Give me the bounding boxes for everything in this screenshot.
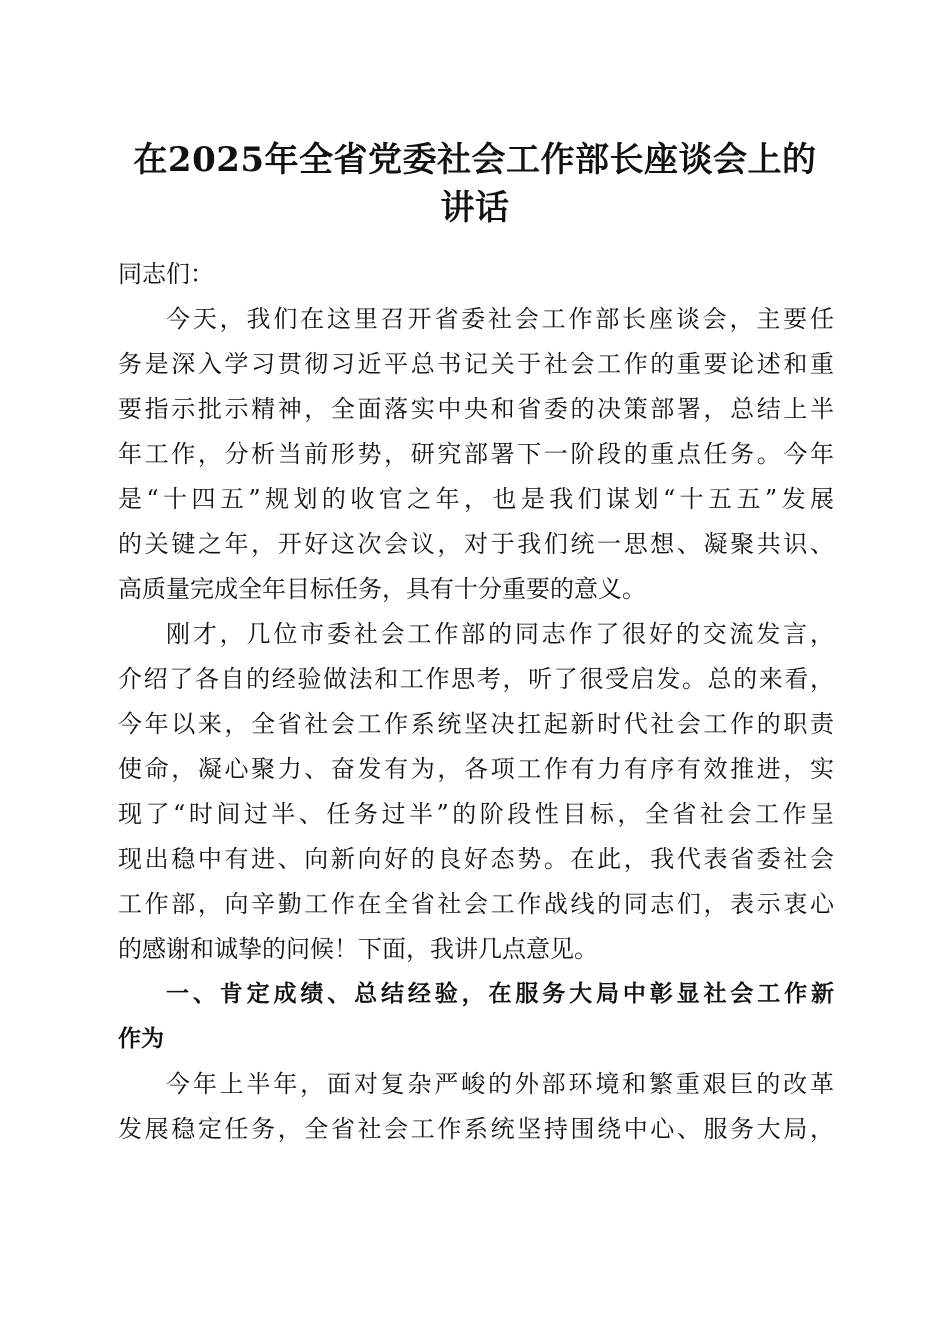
paragraph-2-line-8: 的感谢和诚挚的问候！下面，我讲几点意见。: [118, 935, 598, 963]
paragraph-2-line-7: 工作部，向辛勤工作在全省社会工作战线的同志们，表示衷心: [118, 890, 834, 918]
section-heading-1-line-2: 作为: [118, 1026, 164, 1052]
paragraph-2-line-4: 使命，凝心聚力、奋发有为，各项工作有力有序有效推进，实: [118, 755, 834, 783]
paragraph-1-line-7: 高质量完成全年目标任务，具有十分重要的意义。: [118, 575, 646, 603]
paragraph-1-line-2: 务是深入学习贯彻习近平总书记关于社会工作的重要论述和重: [118, 350, 834, 378]
salutation: 同志们：: [118, 260, 214, 288]
paragraph-2-line-6: 现出稳中有进、向新向好的良好态势。在此，我代表省委社会: [118, 845, 834, 873]
paragraph-1-line-5: 是“十四五”规划的收官之年，也是我们谋划“十五五”发展: [118, 485, 834, 513]
title-line-1: 在2025年全省党委社会工作部长座谈会上的: [133, 140, 817, 180]
paragraph-1-line-3: 要指示批示精神，全面落实中央和省委的决策部署，总结上半: [118, 395, 834, 423]
document-title: [100, 136, 850, 232]
paragraph-1-line-4: 年工作，分析当前形势，研究部署下一阶段的重点任务。今年: [118, 440, 834, 468]
section-heading-1-line-1: 一、肯定成绩、总结经验，在服务大局中彰显社会工作新: [166, 981, 834, 1007]
paragraph-2-line-3: 今年以来，全省社会工作系统坚决扛起新时代社会工作的职责: [118, 710, 834, 738]
paragraph-2-line-1: 刚才，几位市委社会工作部的同志作了很好的交流发言，: [166, 620, 834, 648]
paragraph-2-line-5: 现了“时间过半、任务过半”的阶段性目标，全省社会工作呈: [118, 800, 834, 828]
document-body: [118, 252, 834, 1152]
paragraph-1-line-6: 的关键之年，开好这次会议，对于我们统一思想、凝聚共识、: [118, 530, 834, 558]
paragraph-3-line-2: 发展稳定任务，全省社会工作系统坚持围绕中心、服务大局，: [118, 1115, 834, 1143]
paragraph-3-line-1: 今年上半年，面对复杂严峻的外部环境和繁重艰巨的改革: [166, 1070, 834, 1098]
paragraph-2-line-2: 介绍了各自的经验做法和工作思考，听了很受启发。总的来看，: [118, 665, 834, 693]
title-line-2: 讲话: [440, 188, 510, 228]
paragraph-1-line-1: 今天，我们在这里召开省委社会工作部长座谈会，主要任: [166, 305, 834, 333]
